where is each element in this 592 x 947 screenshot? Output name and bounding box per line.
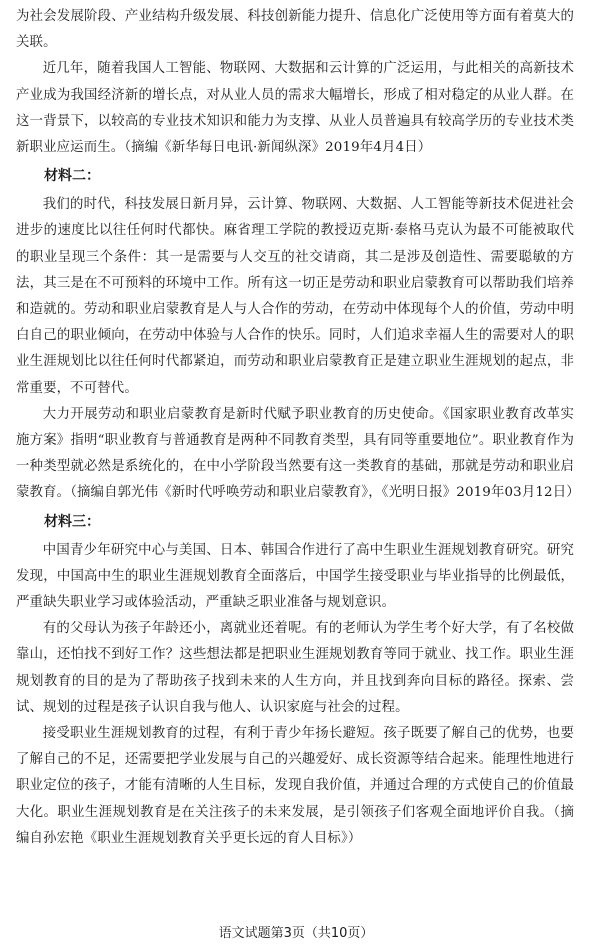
material3-paragraph-2: 有的父母认为孩子年龄还小，离就业还着呢。有的老师认为学生考个好大学，有了名校做靠山，还怕找不到好工作？这些想法都是把职业生涯规划教育等同于就业、找工作。职业生涯规划教育的目的是为了帮助孩子找到未来的人生方向，并且找到奔向目标的路径。探索、尝试、规划的过程是孩子认识自我与他人、认识家庭与社会的过程。 xyxy=(16,621,574,715)
material3-paragraph-3: 接受职业生涯规划教育的过程，有利于青少年扬长避短。孩子既要了解自己的优势，也要了解自己的不足，还需要把学业发展与自己的兴趣爱好、成长资源等结合起来。能理性地进行职业定位的孩子，才能有清晰的人生目标，发现自我价值，并通过合理的方式使自己的价值最大化。职业生涯规划教育是在关注孩子的未来发展，是引领孩子们客观全面地评价自我。（摘编自孙宏艳《职业生涯规划教育关乎更长远的育人目标》） xyxy=(16,726,574,846)
material2-heading: 材料二： xyxy=(44,168,100,185)
material2-paragraph-2: 大力开展劳动和职业启蒙教育是新时代赋予职业教育的历史使命。《国家职业教育改革实施方案》指明“职业教育与普通教育是两种不同教育类型，具有同等重要地位”。职业教育作为一种类型就必然是系统化的，在中小学阶段当然要有这一类教育的基础，那就是劳动和职业启蒙教育。（摘编自郭光伟《新时代呼唤劳动和职业启蒙教育》，《光明日报》2019年03月12日） xyxy=(16,406,580,501)
material1-paragraph-tail: 为社会发展阶段、产业结构升级发展、科技创新能力提升、信息化广泛使用等方面有着莫大的关联。 xyxy=(16,9,574,51)
material3-heading: 材料三： xyxy=(44,513,100,530)
material1-paragraph-2: 近几年，随着我国人工智能、物联网、大数据和云计算的广泛运用，与此相关的高新技术产业成为我国经济新的增长点，对从业人员的需求大幅增长，形成了相对稳定的从业人群。在这一背景下，以较高的专业技术知识和能力为支撑、从业人员普遍具有较高学历的专业技术类新职业应运而生。（摘编《新华每日电讯·新闻纵深》2019年4月4日） xyxy=(16,61,574,156)
page-footer: 语文试题第3页（共10页） xyxy=(218,926,374,941)
material2-paragraph-1: 我们的时代，科技发展日新月异，云计算、物联网、大数据、人工智能等新技术促进社会进步的速度比以往任何时代都快。麻省理工学院的教授迈克斯·泰格马克认为最不可能被取代的职业呈现三个条件：其一是需要与人交互的社交请商，其二是涉及创造性、需要聪敏的方法，其三是在不可预料的环境中工作。所有这一切正是劳动和职业启蒙教育可以帮助我们培养和造就的。劳动和职业启蒙教育是人与人合作的劳动，在劳动中体现每个人的价值，劳动中明白自己的职业倾向，在劳动中体验与人合作的快乐。同时，人们追求幸福人生的需要对人的职业生涯规划比以往任何时代都紧迫，而劳动和职业启蒙教育正是建立职业生涯规划的起点，非常重要，不可替代。 xyxy=(16,197,574,396)
material3-paragraph-1: 中国青少年研究中心与美国、日本、韩国合作进行了高中生职业生涯规划教育研究。研究发现，中国高中生的职业生涯规划教育全面落后，中国学生接受职业与毕业指导的比例最低，严重缺失职业学习或体验活动，严重缺乏职业准备与规划意识。 xyxy=(16,542,574,611)
